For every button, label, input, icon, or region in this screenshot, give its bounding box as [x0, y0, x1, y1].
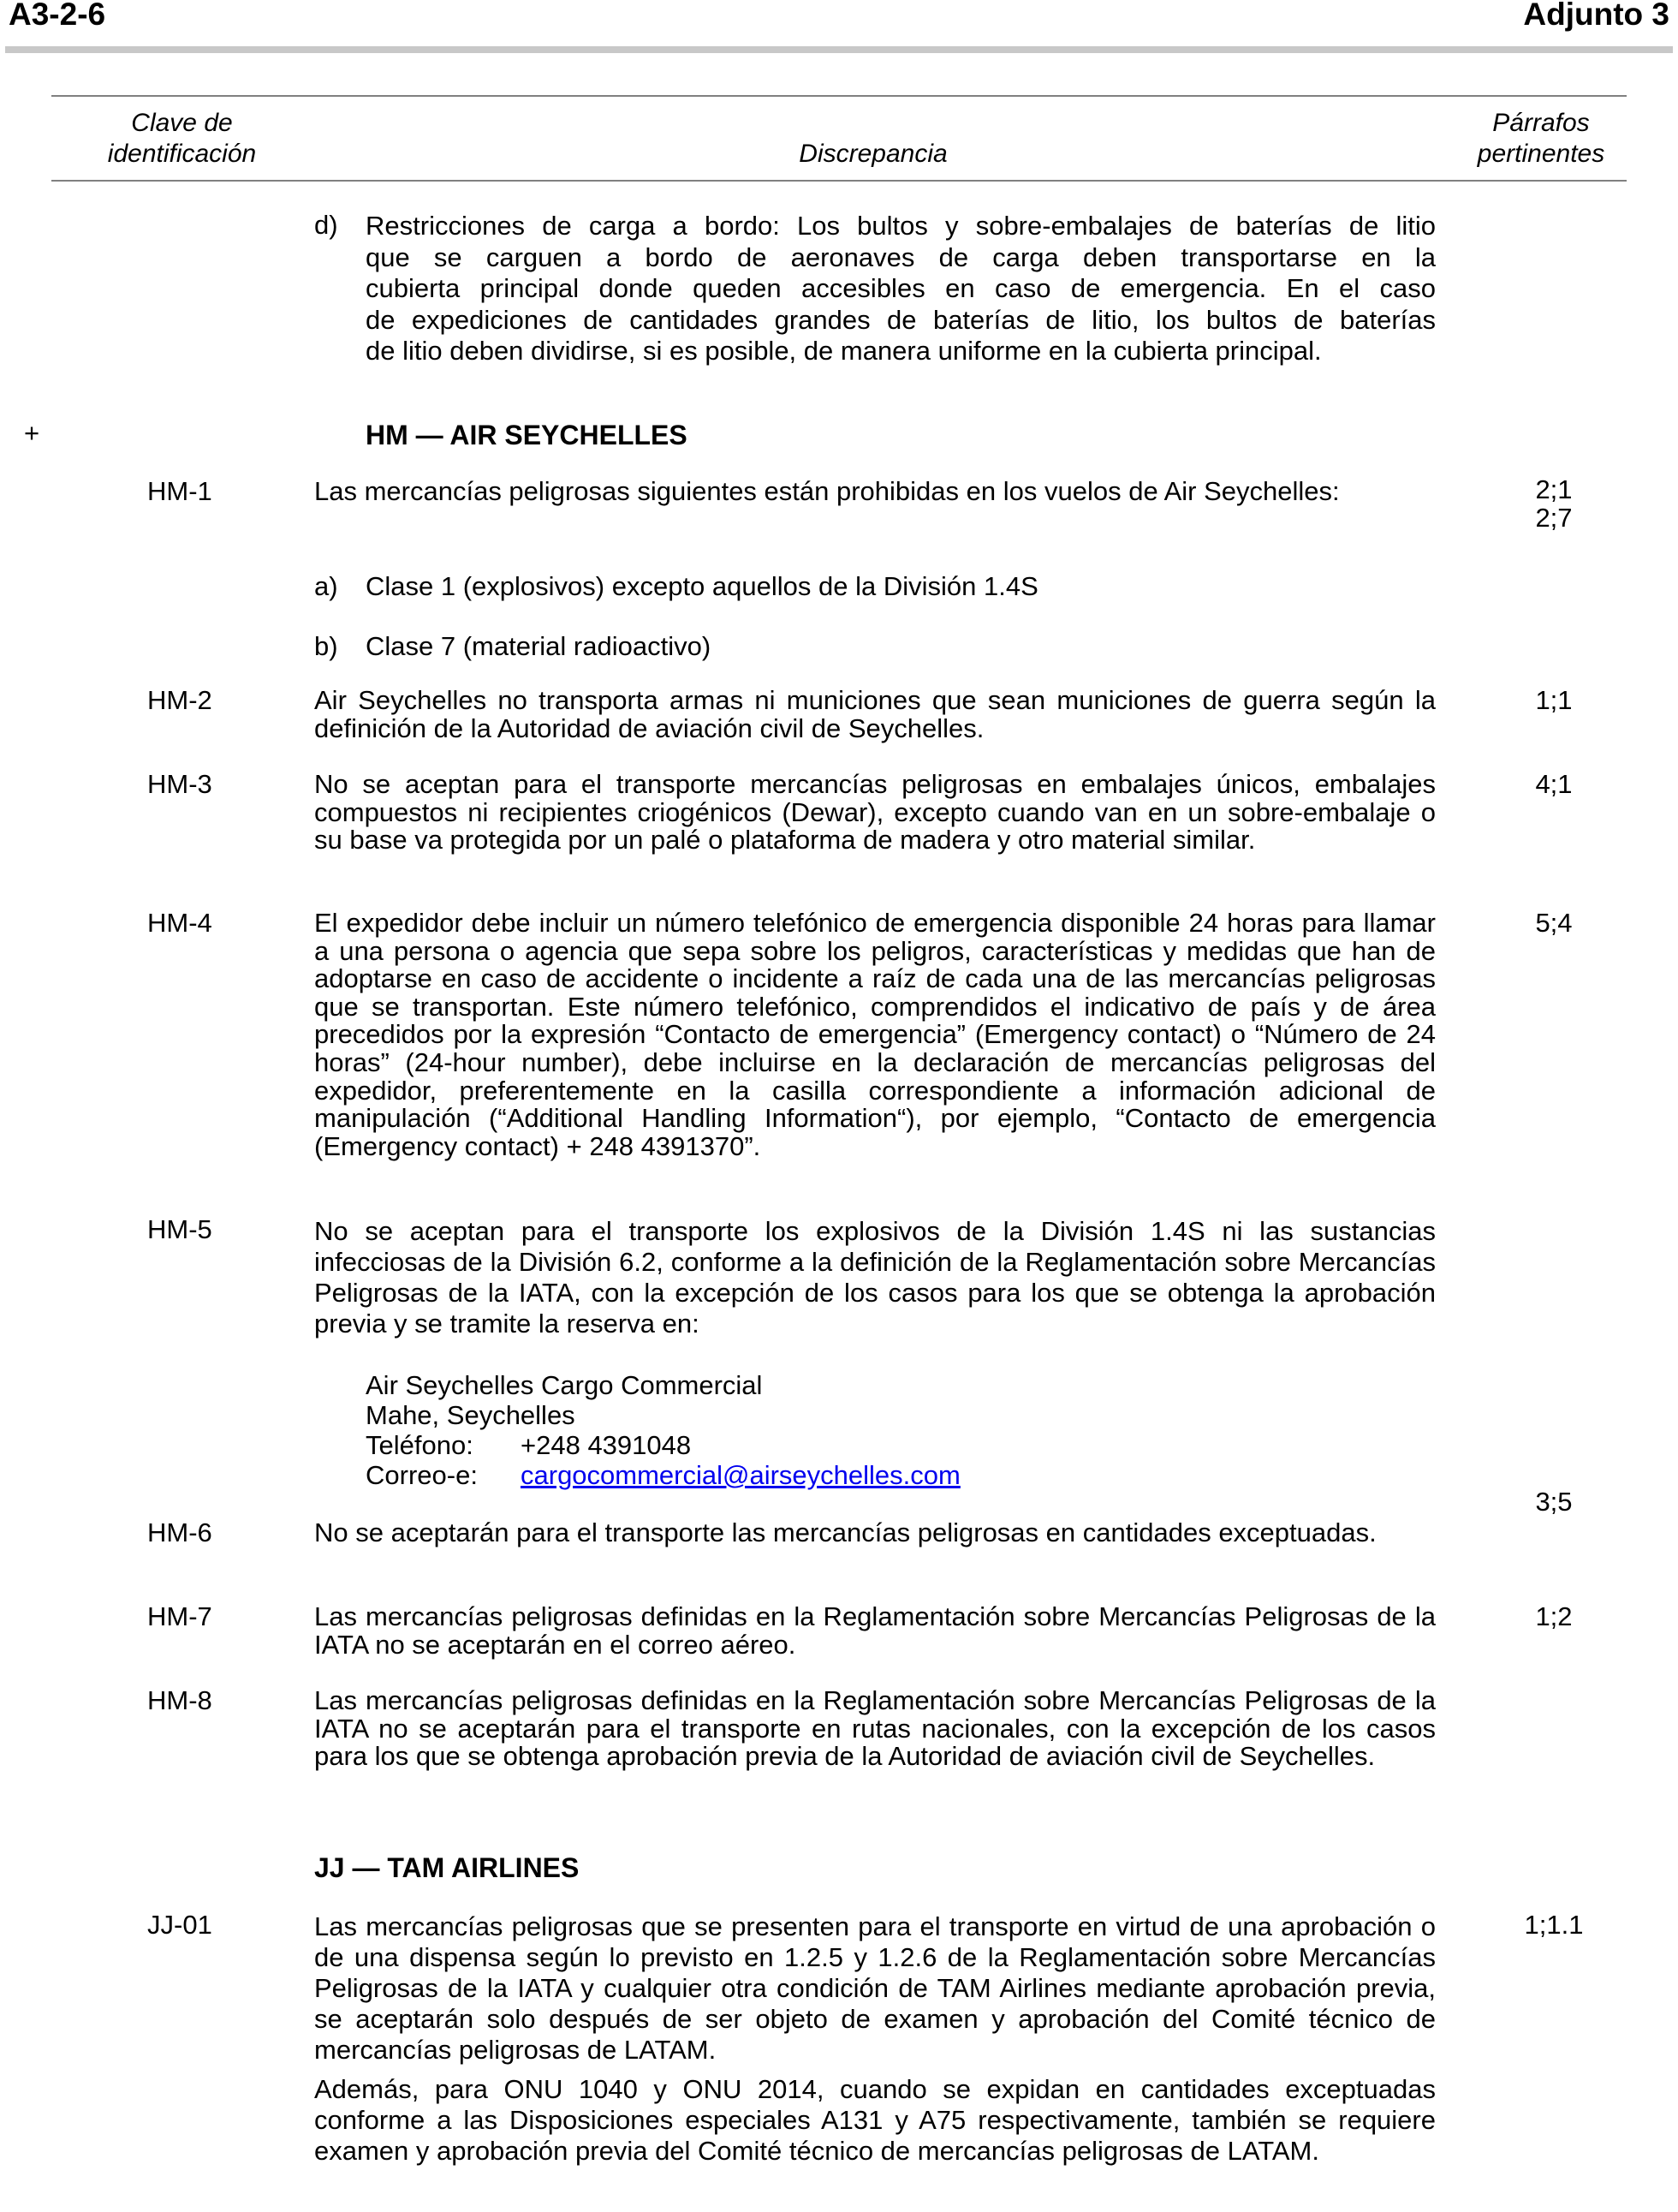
sub-item-label: b) — [314, 631, 338, 661]
column-header-paragraphs-line1: Párrafos — [1492, 109, 1590, 137]
table-top-rule — [51, 95, 1627, 97]
section-heading-jj: JJ — TAM AIRLINES — [314, 1852, 580, 1883]
entry-ref: 1;1.1 — [1524, 1910, 1584, 1940]
table-header-rule — [51, 180, 1627, 182]
entry-id: HM-4 — [147, 908, 212, 938]
entry-text: Air Seychelles no transporta armas ni municiones que sean municiones de guerra según la definición de la Autoridad de aviación civil de Seychelles. — [314, 685, 1436, 743]
entry-ref: 4;1 — [1535, 769, 1573, 799]
entry-refs — [1485, 476, 1622, 532]
entry-text: Las mercancías peligrosas siguientes están prohibidas en los vuelos de Air Seychelles: — [314, 476, 1340, 506]
phone-label: Teléfono: — [366, 1430, 473, 1460]
entry-id: HM-5 — [147, 1214, 212, 1244]
attachment-label: Adjunto 3 — [1523, 0, 1669, 32]
address-line: Air Seychelles Cargo Commercial — [366, 1370, 763, 1400]
amendment-marker: + — [24, 418, 40, 448]
entry-text: No se aceptarán para el transporte las mercancías peligrosas en cantidades exceptuadas. — [314, 1517, 1377, 1547]
sub-item-text: Clase 7 (material radioactivo) — [366, 631, 711, 661]
entry-id: HM-3 — [147, 769, 212, 799]
entry-id: HM-8 — [147, 1685, 212, 1715]
column-header-paragraphs — [1455, 108, 1627, 170]
section-heading-hm: HM — AIR SEYCHELLES — [366, 420, 687, 450]
header-divider — [5, 46, 1673, 53]
phone-number: +248 4391048 — [521, 1430, 692, 1460]
entry-ref: 5;4 — [1535, 908, 1573, 938]
item-d-line: que se carguen a bordo de aeronaves de carga deben transportarse en la — [366, 241, 1436, 272]
item-d-line: de expediciones de cantidades grandes de baterías de litio, los bultos de baterías — [366, 304, 1436, 335]
entry-text: El expedidor debe incluir un número telefónico de emergencia disponible 24 horas para llamar a una persona o agencia que sepa sobre los peligros, características y medidas que han de adoptarse en caso de accidente o incidente a raíz de cada una de las mercancías peligrosas que se transportan. Este número telefónico, comprendidos el indicativo de país y de área precedidos por la expresión “Contacto de emergencia” (Emergency contact) o “Número de 24 horas” (24-hour number), debe incluirse en la declaración de mercancías peligrosas del expedidor, preferentemente en la casilla correspondiente a información adicional de manipulación (“Additional Handling Information“), por ejemplo, “Contacto de emergencia (Emergency contact) + 248 4391370”. — [314, 908, 1436, 1161]
entry-ref: 2;1 — [1535, 474, 1573, 504]
entry-text: Las mercancías peligrosas definidas en la Reglamentación sobre Mercancías Peligrosas de la IATA no se aceptarán para el transporte en rutas nacionales, con la excepción de los casos para los que se obtenga aprobación previa de la Autoridad de aviación civil de Seychelles. — [314, 1685, 1436, 1772]
entry-ref: 1;1 — [1535, 685, 1573, 715]
email-link[interactable]: cargocommercial@airseychelles.com — [521, 1460, 961, 1490]
sub-item-text: Clase 1 (explosivos) excepto aquellos de la División 1.4S — [366, 571, 1038, 601]
item-d-line: de litio deben dividirse, si es posible, de manera uniforme en la cubierta principal. — [366, 336, 1322, 366]
address-line: Mahe, Seychelles — [366, 1400, 575, 1430]
column-header-id-line2: identificación — [107, 140, 257, 168]
column-header-id — [77, 108, 287, 170]
page-reference: A3-2-6 — [9, 0, 106, 32]
column-header-id-line1: Clave de — [131, 109, 233, 137]
entry-id: HM-6 — [147, 1517, 212, 1547]
entry-ref: 3;5 — [1535, 1487, 1573, 1517]
column-header-paragraphs-line2: pertinentes — [1477, 140, 1605, 168]
entry-text: No se aceptan para el transporte los explosivos de la División 1.4S ni las sustancias infecciosas de la División 6.2, conforme a la definición de la Reglamentación sobre Mercancías Peligrosas de la IATA, con la excepción de los casos para los que se obtenga la aprobación previa y se tramite la reserva en: — [314, 1216, 1436, 1339]
entry-id: HM-1 — [147, 476, 212, 506]
entry-ref: 1;2 — [1535, 1601, 1573, 1631]
item-d-label: d) — [314, 210, 338, 240]
entry-id: HM-7 — [147, 1601, 212, 1631]
email-label: Correo-e: — [366, 1460, 478, 1490]
entry-text: Las mercancías peligrosas definidas en la Reglamentación sobre Mercancías Peligrosas de la IATA no se aceptarán en el correo aéreo. — [314, 1601, 1436, 1660]
entry-id: JJ-01 — [147, 1910, 212, 1940]
entry-text-continued: Además, para ONU 1040 y ONU 2014, cuando se expidan en cantidades exceptuadas conforme a las Disposiciones especiales A131 y A75 respectivamente, también se requiere examen y aprobación previa del Comité técnico de mercancías peligrosas de LATAM. — [314, 2074, 1436, 2166]
sub-item-label: a) — [314, 571, 338, 601]
entry-text: No se aceptan para el transporte mercancías peligrosas en embalajes únicos, embalajes compuestos ni recipientes criogénicos (Dewar), excepto cuando van en un sobre-embalaje o su base va protegida por un palé o plataforma de madera y otro material similar. — [314, 769, 1436, 856]
item-d-line: Restricciones de carga a bordo: Los bultos y sobre-embalajes de baterías de litio — [366, 211, 1436, 241]
entry-text: Las mercancías peligrosas que se presenten para el transporte en virtud de una aprobación o de una dispensa según lo previsto en 1.2.5 y 1.2.6 de la Reglamentación sobre Mercancías Peligrosas de la IATA y cualquier otra condición de TAM Airlines mediante aprobación previa, se aceptarán solo después de ser objeto de examen y aprobación del Comité técnico de mercancías peligrosas de LATAM. — [314, 1911, 1436, 2065]
entry-id: HM-2 — [147, 685, 212, 715]
item-d-line: cubierta principal donde queden accesibles en caso de emergencia. En el caso — [366, 273, 1436, 303]
item-d-text — [366, 211, 1436, 367]
column-header-discrepancy: Discrepancia — [799, 140, 948, 168]
entry-ref: 2;7 — [1535, 502, 1573, 533]
